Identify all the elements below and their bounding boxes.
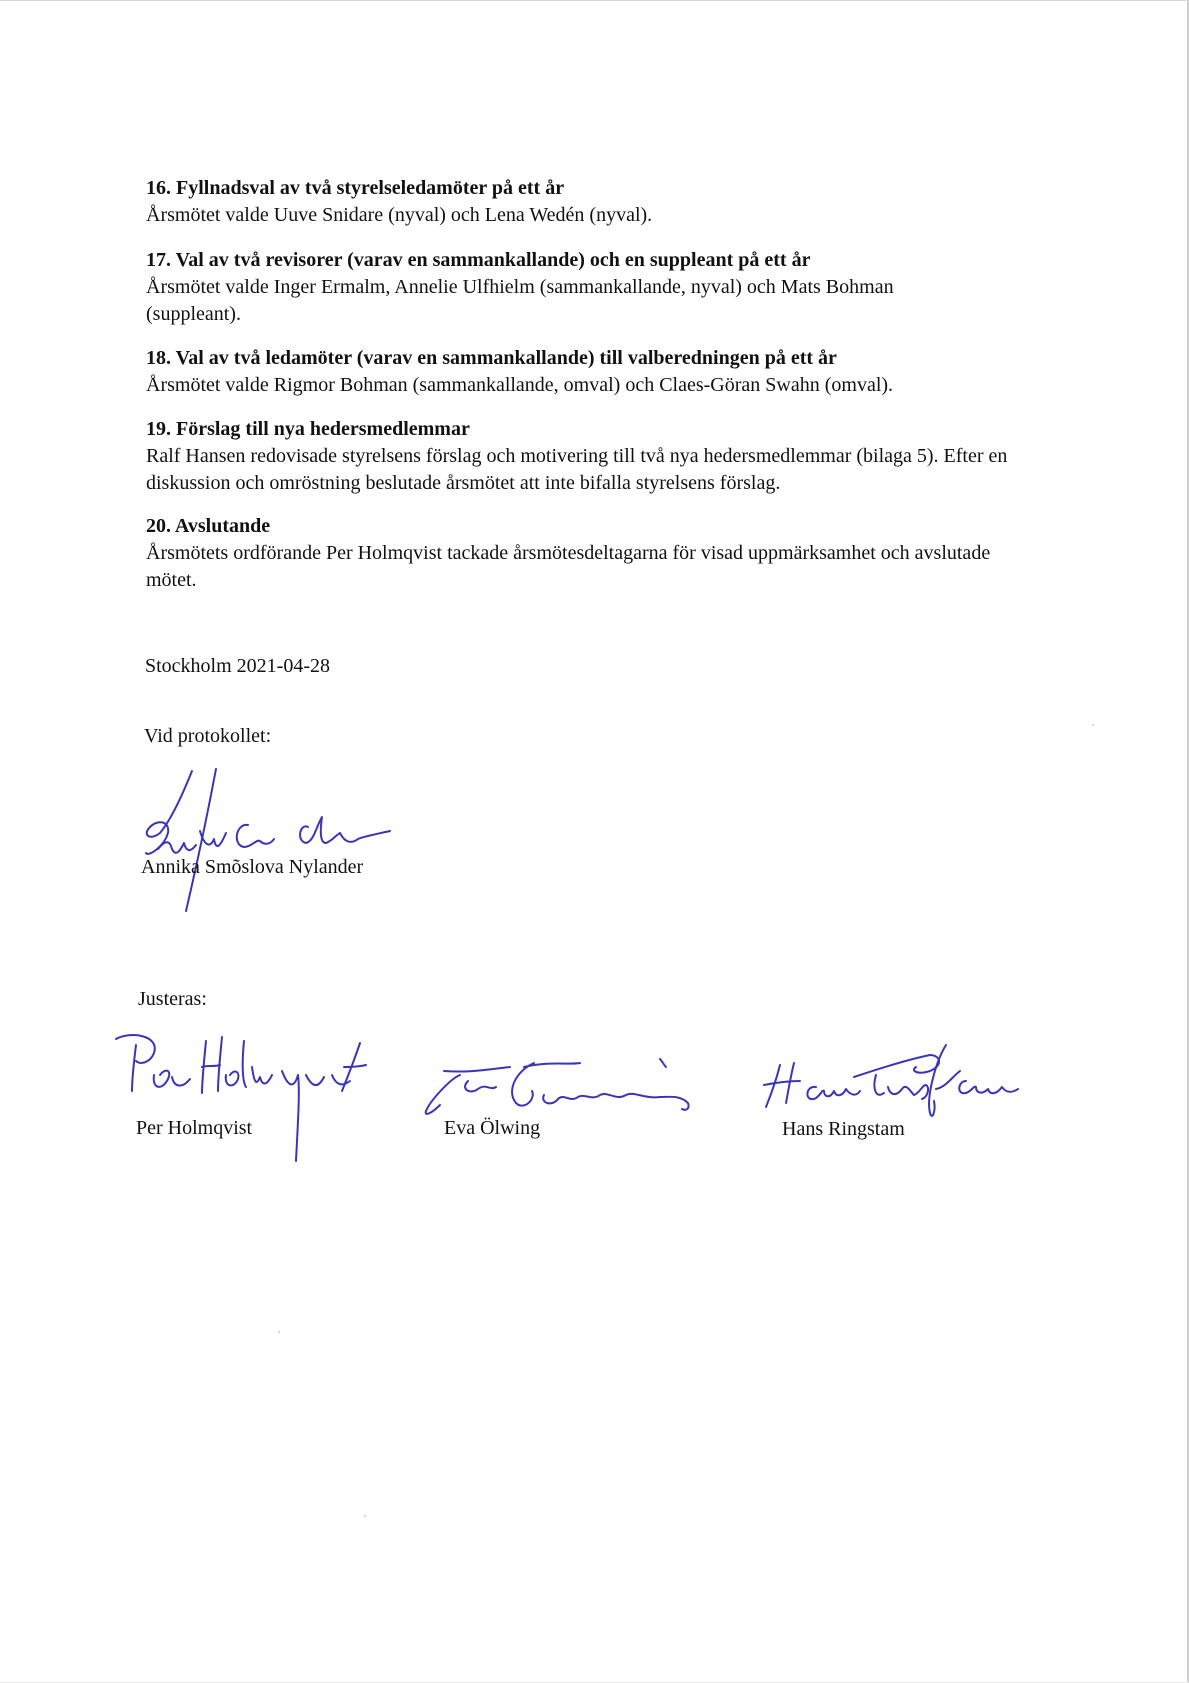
protocol-label: Vid protokollet:: [144, 725, 272, 747]
adjuster-name-2: Eva Ölwing: [444, 1117, 541, 1139]
section-16-heading: 16. Fyllnadsval av två styrelseledamöter på ett år: [146, 177, 565, 199]
section-20-heading: 20. Avslutande: [146, 515, 271, 537]
scan-speck: [364, 1515, 366, 1517]
place-date: Stockholm 2021-04-28: [145, 655, 330, 677]
section-17-body: Årsmötet valde Inger Ermalm, Annelie Ulfhielm (sammankallande, nyval) och Mats Bohman (suppleant).: [146, 276, 894, 325]
section-19: [146, 416, 1026, 497]
section-20-body: Årsmötets ordförande Per Holmqvist tackade årsmötesdeltagarna för visad uppmärksamhet och avslutade mötet.: [146, 542, 991, 591]
adjuster-name-1: Per Holmqvist: [136, 1117, 253, 1139]
section-17-heading: 17. Val av två revisorer (varav en sammankallande) och en suppleant på ett år: [146, 249, 811, 271]
per-holmqvist-signature: [110, 1031, 380, 1171]
section-17: [146, 247, 976, 328]
section-18: [146, 345, 1046, 399]
section-16: [146, 175, 1046, 229]
section-19-body: Ralf Hansen redovisade styrelsens förslag och motivering till två nya hedersmedlemmar (bilaga 5). Efter en diskussion och omröstning beslutade årsmötet att inte bifalla styrelsens förslag.: [146, 445, 1008, 494]
adjusters-label: Justeras:: [138, 988, 207, 1010]
section-16-body: Årsmötet valde Uuve Snidare (nyval) och Lena Wedén (nyval).: [146, 204, 653, 226]
scan-speck: [1092, 724, 1094, 726]
scan-speck: [278, 1331, 280, 1333]
section-19-heading: 19. Förslag till nya hedersmedlemmar: [146, 418, 470, 440]
secretary-name: Annika Smõslova Nylander: [141, 856, 364, 878]
section-18-body: Årsmötet valde Rigmor Bohman (sammankallande, omval) och Claes-Göran Swahn (omval).: [146, 374, 894, 396]
section-20: [146, 513, 996, 594]
secretary-signature: [140, 761, 400, 921]
adjuster-name-3: Hans Ringstam: [782, 1118, 905, 1140]
section-18-heading: 18. Val av två ledamöter (varav en sammankallande) till valberedningen på ett år: [146, 347, 837, 369]
